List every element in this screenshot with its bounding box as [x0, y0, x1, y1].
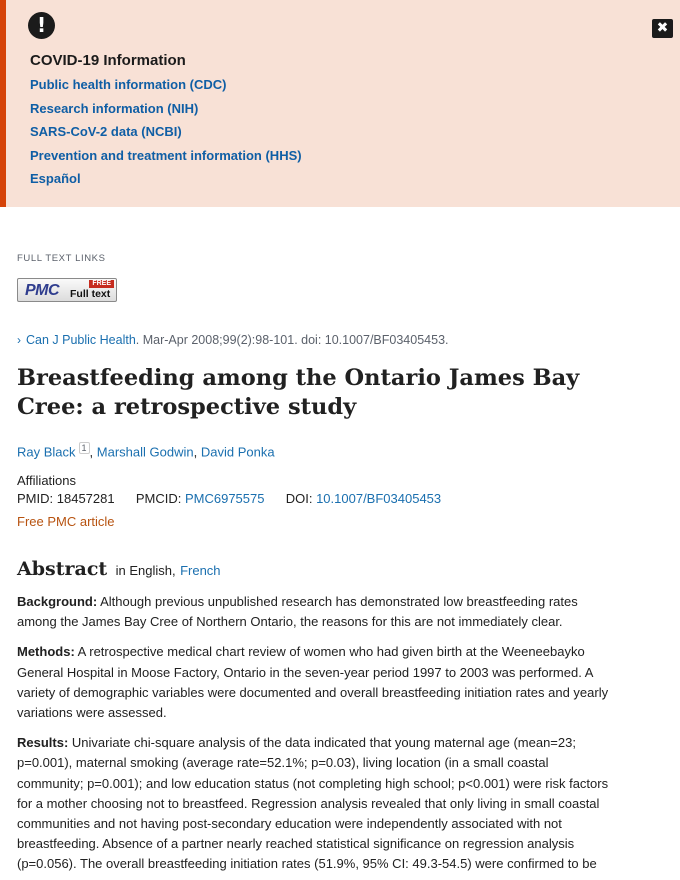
covid-info-banner [0, 0, 680, 207]
author-link[interactable]: Ray Black [17, 444, 76, 460]
author-list: Ray Black $^1$ , Marshall Godwin, David Ponka [17, 443, 275, 460]
abstract-heading-row [17, 558, 221, 580]
abstract-section-methods [17, 642, 617, 723]
identifiers [17, 491, 441, 506]
doi-link[interactable]: 10.1007/BF03405453 [316, 491, 442, 506]
link-hhs[interactable]: Prevention and treatment information (HHS) [30, 147, 302, 163]
abstract-section-background [17, 592, 617, 632]
citation-details: . Mar-Apr 2008;99(2):98-101. doi: 10.1007/BF03405453. [135, 333, 449, 347]
french-abstract-link[interactable]: French [180, 563, 221, 578]
banner-links [30, 77, 302, 195]
citation [17, 333, 449, 347]
abstract-heading: Abstract [17, 558, 108, 580]
alert-icon: ! [28, 12, 55, 39]
pmc-full-text-label: Full text [70, 288, 111, 300]
pmcid-label: PMCID: [135, 491, 182, 506]
journal-link[interactable]: Can J Public Health [26, 333, 136, 347]
section-label: Background: [17, 594, 98, 609]
doi-label: DOI: [285, 491, 313, 506]
link-nih[interactable]: Research information (NIH) [30, 100, 199, 116]
abstract-section-results [17, 733, 617, 874]
section-text: A retrospective medical chart review of women who had given birth at the Weeneebayko General Hospital in Moose Factory, Ontario in the seven-year period 1997 to 2003 was performed. A variety of demographic variables were documented and overall breastfeeding initiation rates and yearly variations were assessed. [17, 644, 609, 721]
link-ncbi[interactable]: SARS-CoV-2 data (NCBI) [30, 124, 182, 139]
pmc-full-text-button[interactable] [17, 278, 117, 302]
pmid-label: PMID: [17, 491, 54, 506]
pmc-free-badge: FREE [89, 280, 114, 288]
section-label: Results: [17, 735, 69, 751]
affiliations-toggle[interactable]: Affiliations [17, 473, 77, 488]
section-text: Although previous unpublished research has demonstrated low breastfeeding rates among the James Bay Cree of Northern Ontario, the reasons for this are not immediately clear. [17, 594, 578, 630]
abstract-language: in English, [115, 563, 176, 578]
chevron-right-icon[interactable]: › [17, 333, 21, 347]
pmc-logo: PMC [25, 282, 60, 299]
section-label: Methods: [17, 644, 75, 660]
affiliation-marker[interactable]: 1 [79, 442, 90, 454]
author-link[interactable]: David Ponka [200, 444, 275, 460]
close-icon[interactable]: ✖ [652, 19, 673, 38]
pmcid-link[interactable]: PMC6975575 [184, 491, 265, 506]
pmid-value: 18457281 [56, 491, 115, 506]
banner-title: COVID-19 Information [30, 52, 186, 69]
section-text: Univariate chi-square analysis of the data indicated that young maternal age (mean=23; p=0.001), maternal smoking (average rate=52.1%; p=0.03), living location (in a small coastal community; p=0.001); and low education status (not completing high school; p<0.001) were risk factors for a mother choosing not to breastfeed. Regression analysis revealed that only living in small coastal communities and not having post-secondary education were independently associated with not breastfeeding. Absence of a partner nearly reached statistical significance on regression analysis (p=0.056). The overall breastfeeding initiation rates (51.9%, 95% CI: 49.3-54.5) were confirmed to be [17, 735, 609, 872]
link-espanol[interactable]: Español [30, 171, 81, 186]
link-cdc[interactable]: Public health information (CDC) [30, 77, 227, 92]
abstract-body [17, 592, 617, 880]
free-pmc-article-badge: Free PMC article [17, 514, 115, 529]
author-link[interactable]: Marshall Godwin [96, 444, 194, 460]
full-text-links-label: FULL TEXT LINKS [17, 253, 106, 264]
article-title: Breastfeeding among the Ontario James Bay Cree: a retrospective study [17, 365, 580, 420]
